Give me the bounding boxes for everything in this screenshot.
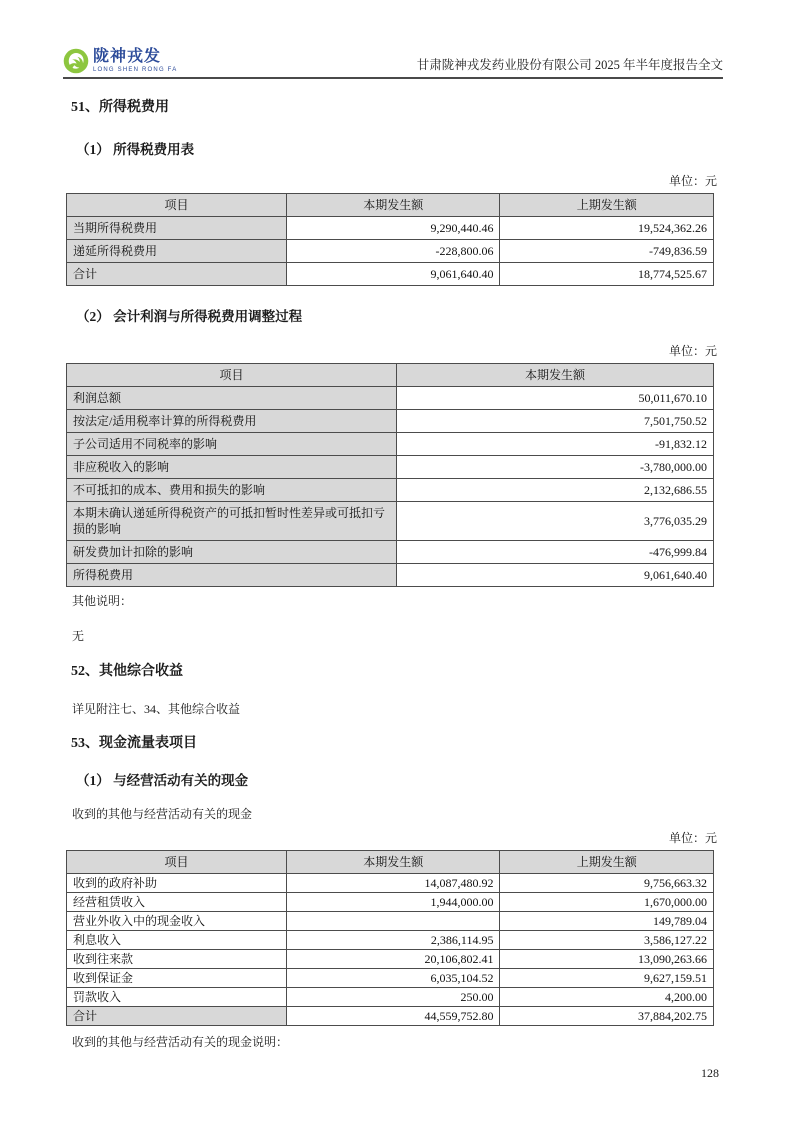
table-cell: 4,200.00 (500, 988, 714, 1007)
table-cell: 收到往来款 (67, 950, 287, 969)
table-cell: 当期所得税费用 (67, 217, 287, 240)
table-cell: 19,524,362.26 (500, 217, 714, 240)
column-header: 本期发生额 (286, 851, 500, 874)
table-cell: 收到保证金 (67, 969, 287, 988)
section-52-note: 详见附注七、34、其他综合收益 (72, 702, 241, 716)
operating-cash-received-table (66, 850, 714, 1026)
table-cell: 收到的政府补助 (67, 874, 287, 893)
header-divider (63, 77, 723, 79)
column-header: 项目 (67, 851, 287, 874)
other-note-label: 其他说明： (72, 594, 133, 608)
table-cell: 营业外收入中的现金收入 (67, 912, 287, 931)
column-header: 上期发生额 (500, 194, 714, 217)
table-total-row (67, 263, 714, 286)
table-cell: 14,087,480.92 (286, 874, 500, 893)
table-row (67, 950, 714, 969)
table-header-row (67, 851, 714, 874)
table-cell: 20,106,802.41 (286, 950, 500, 969)
table-cell: 13,090,263.66 (500, 950, 714, 969)
cash-note-label: 收到的其他与经营活动有关的现金说明： (72, 1035, 289, 1049)
column-header: 本期发生额 (396, 364, 713, 387)
table-cell: 9,061,640.40 (286, 263, 500, 286)
column-header: 项目 (67, 194, 287, 217)
table-cell: 18,774,525.67 (500, 263, 714, 286)
table-cell: 9,061,640.40 (396, 564, 713, 587)
logo-brand-text: 陇神戎发 (93, 48, 162, 65)
table-cell: 经营租赁收入 (67, 893, 287, 912)
table-cell: 子公司适用不同税率的影响 (67, 433, 397, 456)
report-title: 甘肃陇神戎发药业股份有限公司 2025 年半年度报告全文 (416, 58, 723, 72)
table-cell: 3,586,127.22 (500, 931, 714, 950)
logo-icon (63, 48, 89, 74)
column-header: 上期发生额 (500, 851, 714, 874)
table-header-row (67, 364, 714, 387)
table-row (67, 931, 714, 950)
other-note-value: 无 (72, 629, 85, 643)
table-row (67, 969, 714, 988)
table-cell: 利润总额 (67, 387, 397, 410)
table-row (67, 541, 714, 564)
table-cell: 按法定/适用税率计算的所得税费用 (67, 410, 397, 433)
income-tax-expense-table (66, 193, 714, 286)
table-row (67, 410, 714, 433)
unit-label-3: 单位：元 (668, 831, 717, 845)
page-number: 128 (701, 1066, 719, 1080)
table-cell: 1,670,000.00 (500, 893, 714, 912)
table-cell: 9,290,440.46 (286, 217, 500, 240)
unit-label-2: 单位：元 (668, 344, 717, 358)
table-cell: 不可抵扣的成本、费用和损失的影响 (67, 479, 397, 502)
table-cell: 149,789.04 (500, 912, 714, 931)
table-cell: -228,800.06 (286, 240, 500, 263)
table-cell: 非应税收入的影响 (67, 456, 397, 479)
table-cell: 所得税费用 (67, 564, 397, 587)
column-header: 项目 (67, 364, 397, 387)
table-row (67, 564, 714, 587)
table-cell: 研发费加计扣除的影响 (67, 541, 397, 564)
table-cell: 44,559,752.80 (286, 1007, 500, 1026)
table-cell (286, 912, 500, 931)
section-51-sub2-heading: （2） 会计利润与所得税费用调整过程 (76, 309, 303, 324)
section-52-heading: 52、其他综合收益 (71, 664, 183, 679)
cash-intro-text: 收到的其他与经营活动有关的现金 (72, 807, 253, 821)
section-51-heading: 51、所得税费用 (71, 100, 169, 115)
table-cell: 9,756,663.32 (500, 874, 714, 893)
table-row (67, 433, 714, 456)
table-cell: -91,832.12 (396, 433, 713, 456)
table-cell: 合计 (67, 1007, 287, 1026)
table-cell: 1,944,000.00 (286, 893, 500, 912)
company-logo (63, 48, 177, 74)
table-row (67, 988, 714, 1007)
table-row (67, 217, 714, 240)
table-header-row (67, 194, 714, 217)
table-cell: 3,776,035.29 (396, 502, 713, 541)
table-cell: 7,501,750.52 (396, 410, 713, 433)
table-cell: 罚款收入 (67, 988, 287, 1007)
table-row (67, 240, 714, 263)
section-51-sub1-heading: （1） 所得税费用表 (76, 142, 195, 157)
table-row (67, 912, 714, 931)
table-cell: 6,035,104.52 (286, 969, 500, 988)
section-53-heading: 53、现金流量表项目 (71, 736, 197, 751)
unit-label-1: 单位：元 (668, 174, 717, 188)
table-cell: 37,884,202.75 (500, 1007, 714, 1026)
table-row (67, 893, 714, 912)
table-cell: -3,780,000.00 (396, 456, 713, 479)
logo-text-block (93, 49, 177, 73)
section-53-sub1-heading: （1） 与经营活动有关的现金 (76, 773, 249, 788)
table-cell: 2,386,114.95 (286, 931, 500, 950)
table-cell: 2,132,686.55 (396, 479, 713, 502)
table-cell: 本期未确认递延所得税资产的可抵扣暂时性差异或可抵扣亏损的影响 (67, 502, 397, 541)
table-cell: -749,836.59 (500, 240, 714, 263)
column-header: 本期发生额 (286, 194, 500, 217)
table-cell: 9,627,159.51 (500, 969, 714, 988)
table-cell: 250.00 (286, 988, 500, 1007)
page-header (63, 44, 723, 74)
table-row (67, 502, 714, 541)
table-total-row (67, 1007, 714, 1026)
table-cell: 利息收入 (67, 931, 287, 950)
table-cell: 合计 (67, 263, 287, 286)
table-cell: 递延所得税费用 (67, 240, 287, 263)
table-row (67, 456, 714, 479)
logo-subtext: LONG SHEN RONG FA (93, 67, 178, 73)
table-row (67, 874, 714, 893)
table-cell: 50,011,670.10 (396, 387, 713, 410)
table-cell: -476,999.84 (396, 541, 713, 564)
table-row (67, 479, 714, 502)
tax-reconciliation-table (66, 363, 714, 587)
table-row (67, 387, 714, 410)
